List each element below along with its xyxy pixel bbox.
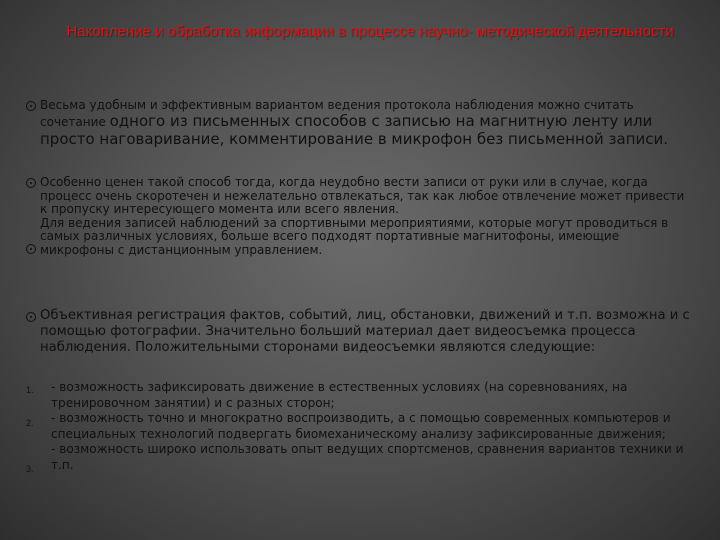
list-item: - возможность точно и многократно воспроизводить, а с помощью современных компьютеров и специальных технологий подвергать биомеханическому анализу зафиксированные движения; <box>51 411 671 441</box>
numbered-list <box>51 380 701 473</box>
list-item: - возможность широко использовать опыт ведущих спортсменов, сравнения вариантов техники и т.п. <box>51 442 684 472</box>
list-number: 3. <box>26 464 34 474</box>
paragraph-1-text: Весьма удобным и эффективным вариантом ведения протокола наблюдения можно считать сочетание <box>40 98 634 129</box>
paragraph-2-text: Особенно ценен такой способ тогда, когда неудобно вести записи от руки или в случае, когда процесс очень скоротечен и нежелательно отвлекаться, так как любое отвлечение может привести к пропуску интересующего момента или всего явления. <box>40 175 685 216</box>
list-item: - возможность зафиксировать движение в естественных условиях (на соревнованиях, на тренировочном занятии) и с разных сторон; <box>51 380 628 410</box>
paragraph-2 <box>40 176 695 257</box>
list-number: 2. <box>26 418 34 428</box>
paragraph-3-text: Для ведения записей наблюдений за спортивными мероприятиями, которые могут проводиться в самых различных условиях, больше всего подходят портативные магнитофоны, имеющие микрофоны с дистанционным управлением. <box>40 215 669 257</box>
paragraph-1-emphasis: одного из письменных способов с записью на магнитную ленту или просто наговаривание, комментирование в микрофон без письменной записи. <box>40 112 669 148</box>
bullet-icon <box>26 312 36 322</box>
bullet-icon <box>26 101 36 111</box>
paragraph-4: Объективная регистрация фактов, событий, лиц, обстановки, движений и т.п. возможна и с помощью фотографии. Значительно больший материал дает видеосъемка процесса наблюдения. Положительными сторонами видеосъемки являются следующие: <box>40 308 690 355</box>
slide-title: Накопление и обработка информации в процессе научно- методической деятельности <box>66 23 674 40</box>
bullet-icon <box>26 178 36 188</box>
bullet-icon <box>26 244 36 254</box>
list-number: 1. <box>26 385 34 395</box>
paragraph-1 <box>40 98 695 148</box>
